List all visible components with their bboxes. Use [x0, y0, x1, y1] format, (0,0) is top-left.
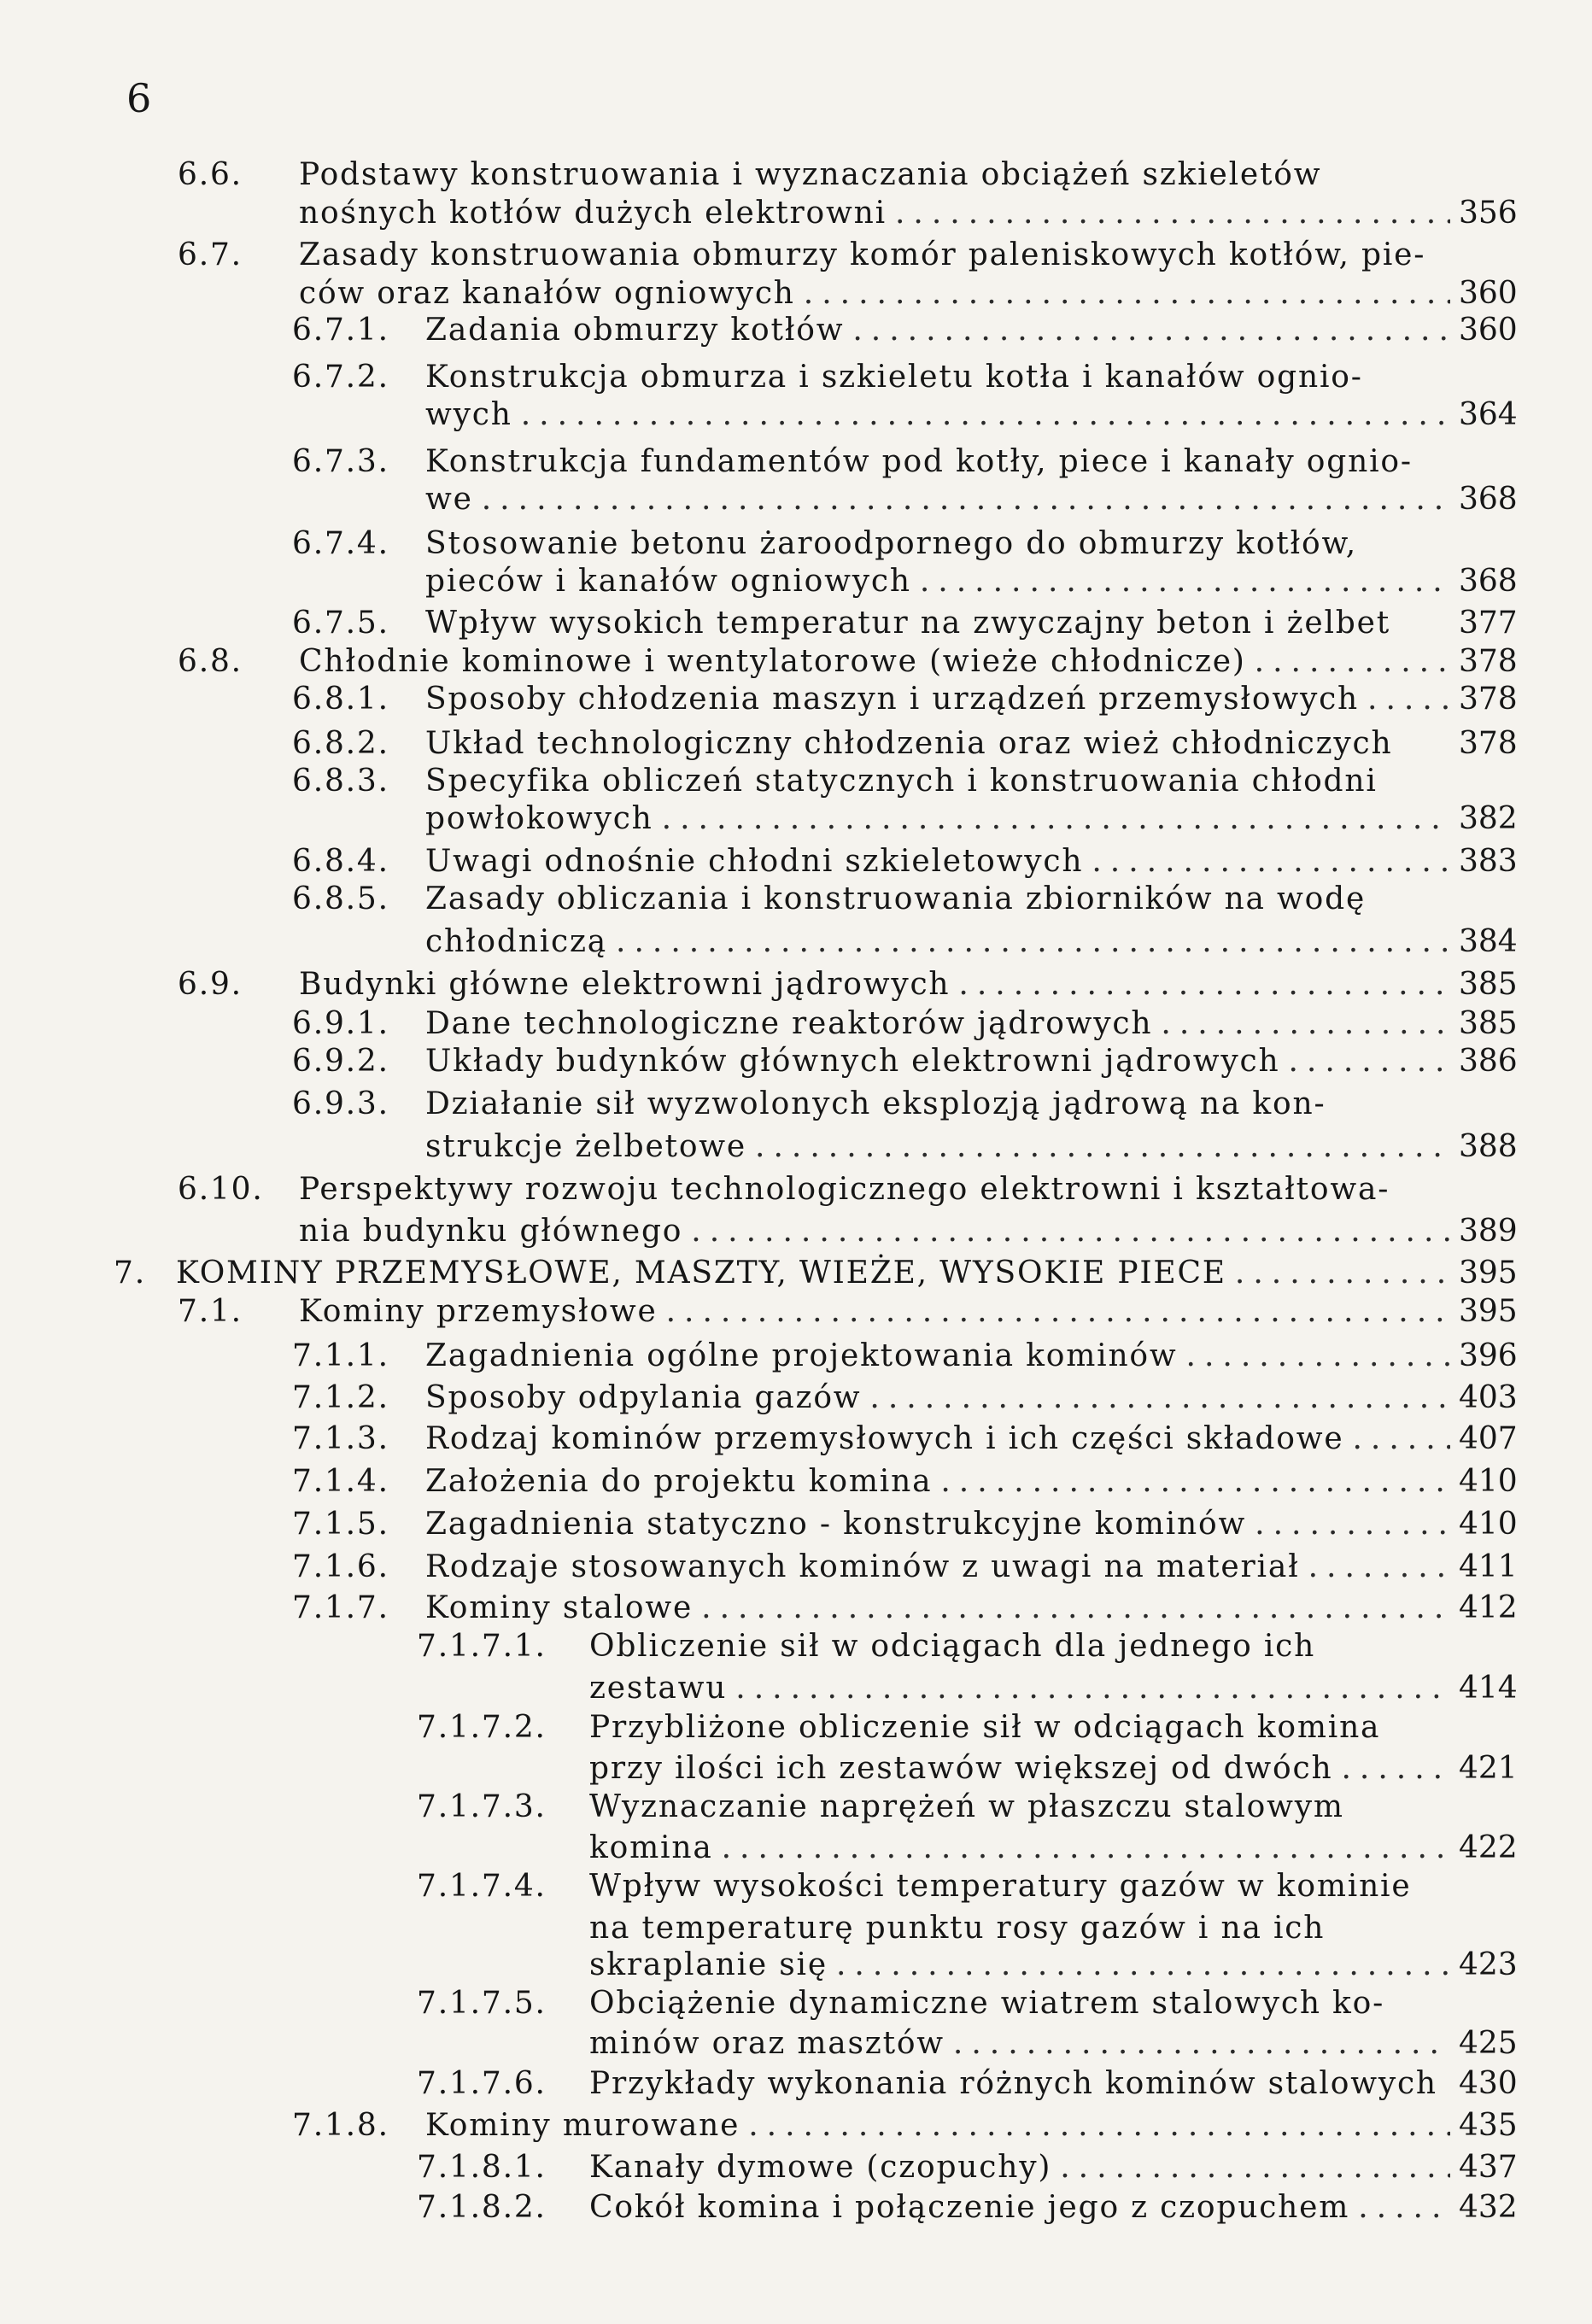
toc-entry-title: Konstrukcja obmurza i szkieletu kotła i kanałów ognio-: [425, 360, 1363, 395]
dot-leader: [844, 311, 1450, 350]
toc-entry-title: Założenia do projektu komina: [425, 1464, 933, 1499]
toc-entry-title: komina: [589, 1830, 713, 1865]
toc-entry-title: Podstawy konstruowania i wyznaczania obciążeń szkieletów: [299, 157, 1322, 192]
toc-entry-number: 7.1.7.4.: [417, 1869, 547, 1904]
dot-leader: [746, 1127, 1450, 1167]
toc-entry-title: Kanały dymowe (czopuchy): [589, 2150, 1052, 2185]
toc-entry-title: Kominy murowane: [425, 2108, 740, 2143]
toc-entry-title: nośnych kotłów dużych elektrowni: [299, 196, 887, 231]
toc-entry-page: 423: [1459, 1947, 1518, 1982]
toc-entry-page: 425: [1459, 2026, 1518, 2061]
toc-entry-number: 6.8.2.: [292, 726, 389, 761]
toc-entry-title: Cokół komina i połączenie jego z czopuchem: [589, 2190, 1350, 2225]
toc-entry-title: chłodniczą: [425, 924, 608, 959]
toc-entry-page: 368: [1459, 564, 1518, 599]
toc-entry-page: 396: [1459, 1338, 1518, 1373]
toc-entry-title: Zadania obmurzy kotłów: [425, 313, 845, 348]
toc-entry-title: Przykłady wykonania różnych kominów stalowych: [589, 2066, 1437, 2101]
dot-leader: [1152, 1004, 1450, 1044]
toc-entry-number: 6.7.2.: [292, 360, 389, 395]
dot-leader: [740, 2106, 1450, 2145]
toc-entry-number: 7.: [114, 1256, 146, 1291]
dot-leader: [1226, 1254, 1450, 1293]
toc-entry-title: Kominy stalowe: [425, 1590, 694, 1625]
dot-leader: [1300, 1548, 1450, 1587]
dot-leader: [861, 1379, 1450, 1418]
toc-entry-title: minów oraz masztów: [589, 2026, 945, 2061]
dot-leader: [1246, 642, 1450, 682]
toc-entry-title: Chłodnie kominowe i wentylatorowe (wieże chłodnicze): [299, 644, 1246, 679]
dot-leader: [512, 395, 1450, 435]
toc-entry-page: 403: [1459, 1380, 1518, 1415]
dot-leader: [1343, 1420, 1450, 1459]
toc-entry-page: 414: [1459, 1671, 1518, 1706]
toc-entry-page: 384: [1459, 924, 1518, 959]
toc-entry-title: Układy budynków głównych elektrowni jądrowych: [425, 1044, 1280, 1079]
toc-entry-title: KOMINY PRZEMYSŁOWE, MASZTY, WIEŻE, WYSOKIE PIECE: [176, 1256, 1226, 1291]
toc-entry-page: 378: [1459, 644, 1518, 679]
toc-entry-title: Stosowanie betonu żaroodpornego do obmurzy kotłów,: [425, 526, 1358, 561]
toc-entry-number: 7.1.7.6.: [417, 2066, 547, 2101]
dot-leader: [950, 965, 1450, 1004]
toc-entry-number: 6.6.: [178, 157, 243, 192]
toc-entry-title: Budynki główne elektrowni jądrowych: [299, 967, 951, 1002]
toc-entry-page: 385: [1459, 967, 1518, 1002]
toc-entry-number: 6.9.1.: [292, 1006, 389, 1041]
toc-entry-number: 6.7.4.: [292, 526, 389, 561]
toc-entry-page: 435: [1459, 2108, 1518, 2143]
toc-entry-number: 6.8.5.: [292, 881, 389, 916]
toc-entry-title: Konstrukcja fundamentów pod kotły, piece i kanały ognio-: [425, 444, 1413, 479]
toc-entry-page: 412: [1459, 1590, 1518, 1625]
toc-entry-number: 6.9.2.: [292, 1044, 389, 1079]
toc-entry-page: 386: [1459, 1044, 1518, 1079]
toc-entry-number: 7.1.8.: [292, 2108, 389, 2143]
toc-entry-number: 6.7.3.: [292, 444, 389, 479]
toc-entry-page: 395: [1459, 1294, 1518, 1329]
toc-entry-title: Rodzaje stosowanych kominów z uwagi na materiał: [425, 1549, 1300, 1584]
dot-leader: [795, 274, 1450, 313]
toc-entry-number: 7.1.8.2.: [417, 2190, 547, 2225]
toc-entry-title: Działanie sił wyzwolonych eksplozją jądrową na kon-: [425, 1086, 1326, 1121]
toc-entry-title: Dane technologiczne reaktorów jądrowych: [425, 1006, 1153, 1041]
dot-leader: [1332, 1749, 1450, 1788]
toc-entry-number: 6.9.3.: [292, 1086, 389, 1121]
toc-entry-page: 407: [1459, 1421, 1518, 1456]
dot-leader: [693, 1589, 1450, 1628]
toc-entry-title: przy ilości ich zestawów większej od dwóch: [589, 1751, 1333, 1786]
toc-entry-page: 356: [1459, 196, 1518, 231]
toc-entry-number: 7.1.2.: [292, 1380, 389, 1415]
toc-entry-page: 422: [1459, 1830, 1518, 1865]
dot-leader: [887, 194, 1450, 233]
toc-entry-title: Uwagi odnośnie chłodni szkieletowych: [425, 844, 1084, 879]
toc-entry-page: 411: [1459, 1549, 1518, 1584]
dot-leader: [1349, 2188, 1450, 2227]
dot-leader: [653, 799, 1450, 839]
toc-entry-title: Obciążenie dynamiczne wiatrem stalowych ko-: [589, 1986, 1385, 2021]
toc-entry-number: 6.9.: [178, 967, 243, 1002]
toc-entry-title: wych: [425, 397, 512, 432]
toc-entry-number: 6.8.1.: [292, 682, 389, 717]
toc-entry-number: 7.1.1.: [292, 1338, 389, 1373]
toc-entry-title: skraplanie się: [589, 1947, 828, 1982]
toc-entry-title: Obliczenie sił w odciągach dla jednego ich: [589, 1629, 1316, 1664]
toc-entry-number: 7.1.6.: [292, 1549, 389, 1584]
toc-entry-title: Kominy przemysłowe: [299, 1294, 658, 1329]
toc-entry-page: 395: [1459, 1256, 1518, 1291]
toc-entry-title: we: [425, 482, 473, 517]
toc-entry-number: 7.1.5.: [292, 1507, 389, 1542]
toc-entry-number: 7.1.8.1.: [417, 2150, 547, 2185]
toc-entry-title: ców oraz kanałów ogniowych: [299, 276, 795, 311]
toc-entry-page: 410: [1459, 1464, 1518, 1499]
toc-entry-page: 385: [1459, 1006, 1518, 1041]
toc-entry-title: nia budynku głównego: [299, 1214, 683, 1249]
toc-entry-number: 6.7.: [178, 237, 243, 272]
toc-entry-title: Przybliżone obliczenie sił w odciągach komina: [589, 1710, 1381, 1745]
toc-entry-title: Wyznaczanie naprężeń w płaszczu stalowym: [589, 1789, 1344, 1824]
toc-entry-number: 7.1.7.: [292, 1590, 389, 1625]
toc-entry-page: 389: [1459, 1214, 1518, 1249]
toc-entry-number: 7.1.7.1.: [417, 1629, 547, 1664]
dot-leader: [1051, 2148, 1450, 2187]
toc-entry-title: Perspektywy rozwoju technologicznego elektrowni i kształtowa-: [299, 1172, 1390, 1207]
toc-entry-title: Układ technologiczny chłodzenia oraz wież chłodniczych: [425, 726, 1393, 761]
toc-entry-number: 7.1.4.: [292, 1464, 389, 1499]
toc-entry-title: strukcje żelbetowe: [425, 1129, 747, 1164]
toc-entry-number: 7.1.: [178, 1294, 243, 1329]
toc-entry-title: Sposoby chłodzenia maszyn i urządzeń przemysłowych: [425, 682, 1360, 717]
dot-leader: [473, 480, 1450, 519]
toc-entry-page: 364: [1459, 397, 1518, 432]
toc-entry-page: 437: [1459, 2150, 1518, 2185]
dot-leader: [1178, 1337, 1450, 1376]
dot-leader: [828, 1946, 1450, 1985]
toc-entry-number: 6.7.1.: [292, 313, 389, 348]
dot-leader: [1279, 1042, 1450, 1081]
toc-entry-page: 377: [1459, 606, 1518, 641]
dot-leader: [607, 922, 1450, 962]
toc-entry-number: 7.1.3.: [292, 1421, 389, 1456]
dot-leader: [1359, 680, 1450, 719]
toc-entry-title: Rodzaj kominów przemysłowych i ich części składowe: [425, 1421, 1344, 1456]
toc-entry-page: 382: [1459, 801, 1518, 836]
dot-leader: [727, 1669, 1450, 1708]
toc-entry-title: Wpływ wysokości temperatury gazów w kominie: [589, 1869, 1412, 1904]
page-number: 6: [126, 75, 152, 121]
toc-entry-page: 360: [1459, 313, 1518, 348]
toc-entry-page: 421: [1459, 1751, 1518, 1786]
dot-leader: [932, 1462, 1450, 1502]
dot-leader: [682, 1212, 1450, 1251]
toc-entry-number: 7.1.7.2.: [417, 1710, 547, 1745]
toc-entry-page: 360: [1459, 276, 1518, 311]
toc-entry-number: 6.7.5.: [292, 606, 389, 641]
toc-entry-title: powłokowych: [425, 801, 653, 836]
toc-entry-title: Specyfika obliczeń statycznych i konstruowania chłodni: [425, 764, 1378, 799]
toc-entry-number: 6.8.4.: [292, 844, 389, 879]
dot-leader: [658, 1292, 1450, 1332]
toc-entry-title: Wpływ wysokich temperatur na zwyczajny beton i żelbet: [425, 606, 1390, 641]
dot-leader: [1083, 842, 1450, 881]
toc-entry-page: 383: [1459, 844, 1518, 879]
toc-entry-page: 432: [1459, 2190, 1518, 2225]
toc-entry-page: 388: [1459, 1129, 1518, 1164]
toc-entry-page: 430: [1459, 2066, 1518, 2101]
toc-entry-number: 6.8.: [178, 644, 243, 679]
toc-entry-number: 6.8.3.: [292, 764, 389, 799]
toc-entry-page: 410: [1459, 1507, 1518, 1542]
toc-entry-title: Zagadnienia statyczno - konstrukcyjne kominów: [425, 1507, 1247, 1542]
toc-entry-title: Zagadnienia ogólne projektowania kominów: [425, 1338, 1178, 1373]
toc-entry-page: 378: [1459, 682, 1518, 717]
toc-entry-number: 6.10.: [178, 1172, 264, 1207]
toc-entry-page: 368: [1459, 482, 1518, 517]
toc-entry-page: 378: [1459, 726, 1518, 761]
dot-leader: [713, 1829, 1450, 1868]
toc-entry-title: Sposoby odpylania gazów: [425, 1380, 862, 1415]
toc-entry-title: na temperaturę punktu rosy gazów i na ich: [589, 1911, 1326, 1946]
toc-entry-number: 7.1.7.3.: [417, 1789, 547, 1824]
toc-entry-title: pieców i kanałów ogniowych: [425, 564, 911, 599]
toc-entry-title: Zasady obliczania i konstruowania zbiorników na wodę: [425, 881, 1367, 916]
dot-leader: [1246, 1505, 1450, 1544]
toc-entry-number: 7.1.7.5.: [417, 1986, 547, 2021]
dot-leader: [911, 562, 1450, 601]
toc-entry-title: zestawu: [589, 1671, 728, 1706]
toc-entry-title: Zasady konstruowania obmurzy komór paleniskowych kotłów, pie-: [299, 237, 1426, 272]
dot-leader: [945, 2024, 1450, 2064]
